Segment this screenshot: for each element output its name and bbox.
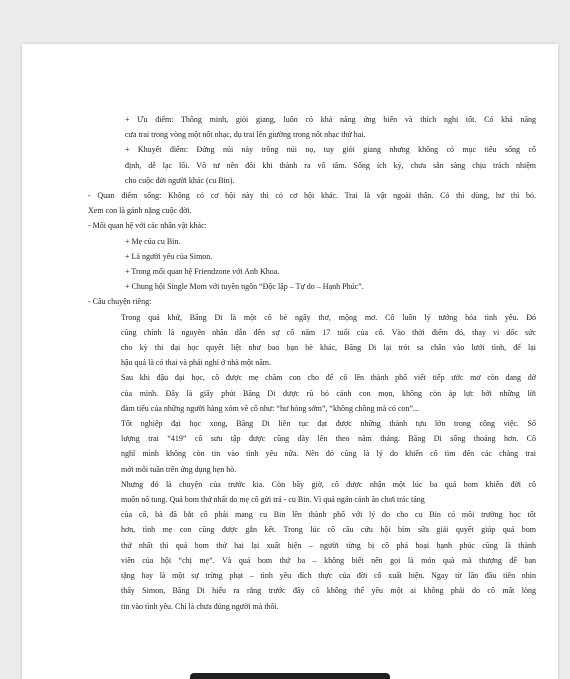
text-line: cho cuộc đời người khác (cu Bin). xyxy=(125,175,235,185)
text-line: của cô, bà đã bắt cô phải mang cu Bin lên thành phố với lý do cho cu Bin có môi trường học tốt xyxy=(121,510,536,520)
text-line: - Câu chuyện riêng: xyxy=(88,297,152,307)
text-line: + Khuyết điểm: Đứng núi này trông núi nọ, tuy giỏi giang nhưng không có mục tiêu sống cố xyxy=(125,145,536,155)
text-line: + Là người yêu của Simon. xyxy=(125,251,213,261)
document-body xyxy=(88,112,536,614)
text-line: viên của hội “chị mẹ”. Và quả bom thứ ba – không biết nên gọi là món quà mà thượng đế ban xyxy=(121,555,536,565)
text-line: của mình. Đây là giây phút Băng Di được rũ bỏ cánh con mọn, không còn áp lực bởi những lời xyxy=(121,388,536,398)
text-line: hơn, tình mẹ con cũng được gắn kết. Trong lúc cô cầu cứu hội bỉm sữa giải quyết giúp quả bom xyxy=(121,525,536,535)
text-line: tin vào tình yêu. Chỉ là chưa đúng người mà thôi. xyxy=(121,601,279,611)
text-line: Tốt nghiệp đại học xong, Băng Di liên tục đạt được những thành tựu lớn trong công việc. Số xyxy=(121,419,536,429)
text-line: Sau khi đậu đại học, cô được mẹ chăm con cho để cô lên thành phố viết tiếp ước mơ còn dang dở xyxy=(121,373,536,383)
text-line: cưa trai trong vòng một nốt nhạc, dụ trai lên giường trong nốt nhạc thứ hai. xyxy=(125,130,366,140)
text-line: nghĩ mình không còn tin vào tình yêu nữa. Nên đó cũng là lý do khiến cô tìm đến các chàng trai xyxy=(121,449,536,459)
text-line: thứ nhất thì quả bom thứ hai lại xuất hiện – người từng bị cô phá hoại hạnh phúc cũng là thành xyxy=(121,540,536,550)
text-line: lượng trai “419” cô sưu tập được cũng dày lên theo năm tháng. Băng Di sống thoáng hơn. Cô xyxy=(121,434,536,444)
text-line: - Mối quan hệ với các nhân vật khác: xyxy=(88,221,207,231)
document-page xyxy=(22,44,558,679)
text-line: định, dễ lạc lối. Vô tư nên đôi khi thành ra vô tâm. Sống ích kỷ, chưa sẵn sàng chịu trách nhiệm xyxy=(125,160,536,170)
text-line: Xem con là gánh nặng cuộc đời. xyxy=(88,206,192,216)
text-line: cũng chính là nguyên nhân dẫn đến sự cố năm 17 tuổi của cô. Vào thời điểm đó, thay vì dốc sức xyxy=(121,327,536,337)
text-line: + Chung hội Single Mom với tuyên ngôn “Độc lập – Tự do – Hạnh Phúc”. xyxy=(125,282,364,292)
text-line: + Trong mối quan hệ Friendzone với Anh Khoa. xyxy=(125,267,280,277)
text-line: hậu quả là có thai và phải nghỉ ở nhà một năm. xyxy=(121,358,271,368)
text-line: - Quan điểm sống: Không có cơ hội này thì có cơ hội khác. Trai là vật ngoài thân. Có thì dùng, hư thì bỏ. xyxy=(88,191,536,201)
text-line: mới mỗi tuần trên ứng dụng hẹn hò. xyxy=(121,464,237,474)
text-line: đàm tiếu của những người hàng xóm về cô như: “hư hỏng sớm”, “không chồng mà có con”... xyxy=(121,403,419,413)
text-line: + Ưu điểm: Thông minh, giỏi giang, luôn có khả năng ứng biến và thích nghi tốt. Có khả năng xyxy=(125,115,536,124)
text-line: thấy Simon, Băng Di hiểu ra rằng trước đây cô không thể yêu một ai không phải do cô mất lòng xyxy=(121,586,536,596)
text-line: + Mẹ của cu Bin. xyxy=(125,236,181,246)
text-line: Trong quá khứ, Băng Di là một cô bé ngây thơ, mộng mơ. Cô luôn lý tưởng hóa tình yêu. Đó xyxy=(121,312,536,322)
text-line: Nhưng đó là chuyện của trước kia. Còn bây giờ, cô được nhận một lúc ba quả bom khiến đời cô xyxy=(121,479,536,489)
text-line: tặng hay là một sự trừng phạt – tình yêu đích thực của đời cô xuất hiện. Ngay từ lần đầu tiên nhìn xyxy=(121,571,536,581)
text-line: cho kỳ thi đại học quyết liệt như bao bạn bè khác, Băng Di lại trót sa chân vào lưới tình, để lại xyxy=(121,343,536,353)
text-line: muốn nổ tung. Quả bom thứ nhất do mẹ cô gửi trả - cu Bin. Vì quá ngán cảnh ăn chơi trác táng xyxy=(121,495,425,505)
scroll-handle[interactable] xyxy=(190,673,390,679)
